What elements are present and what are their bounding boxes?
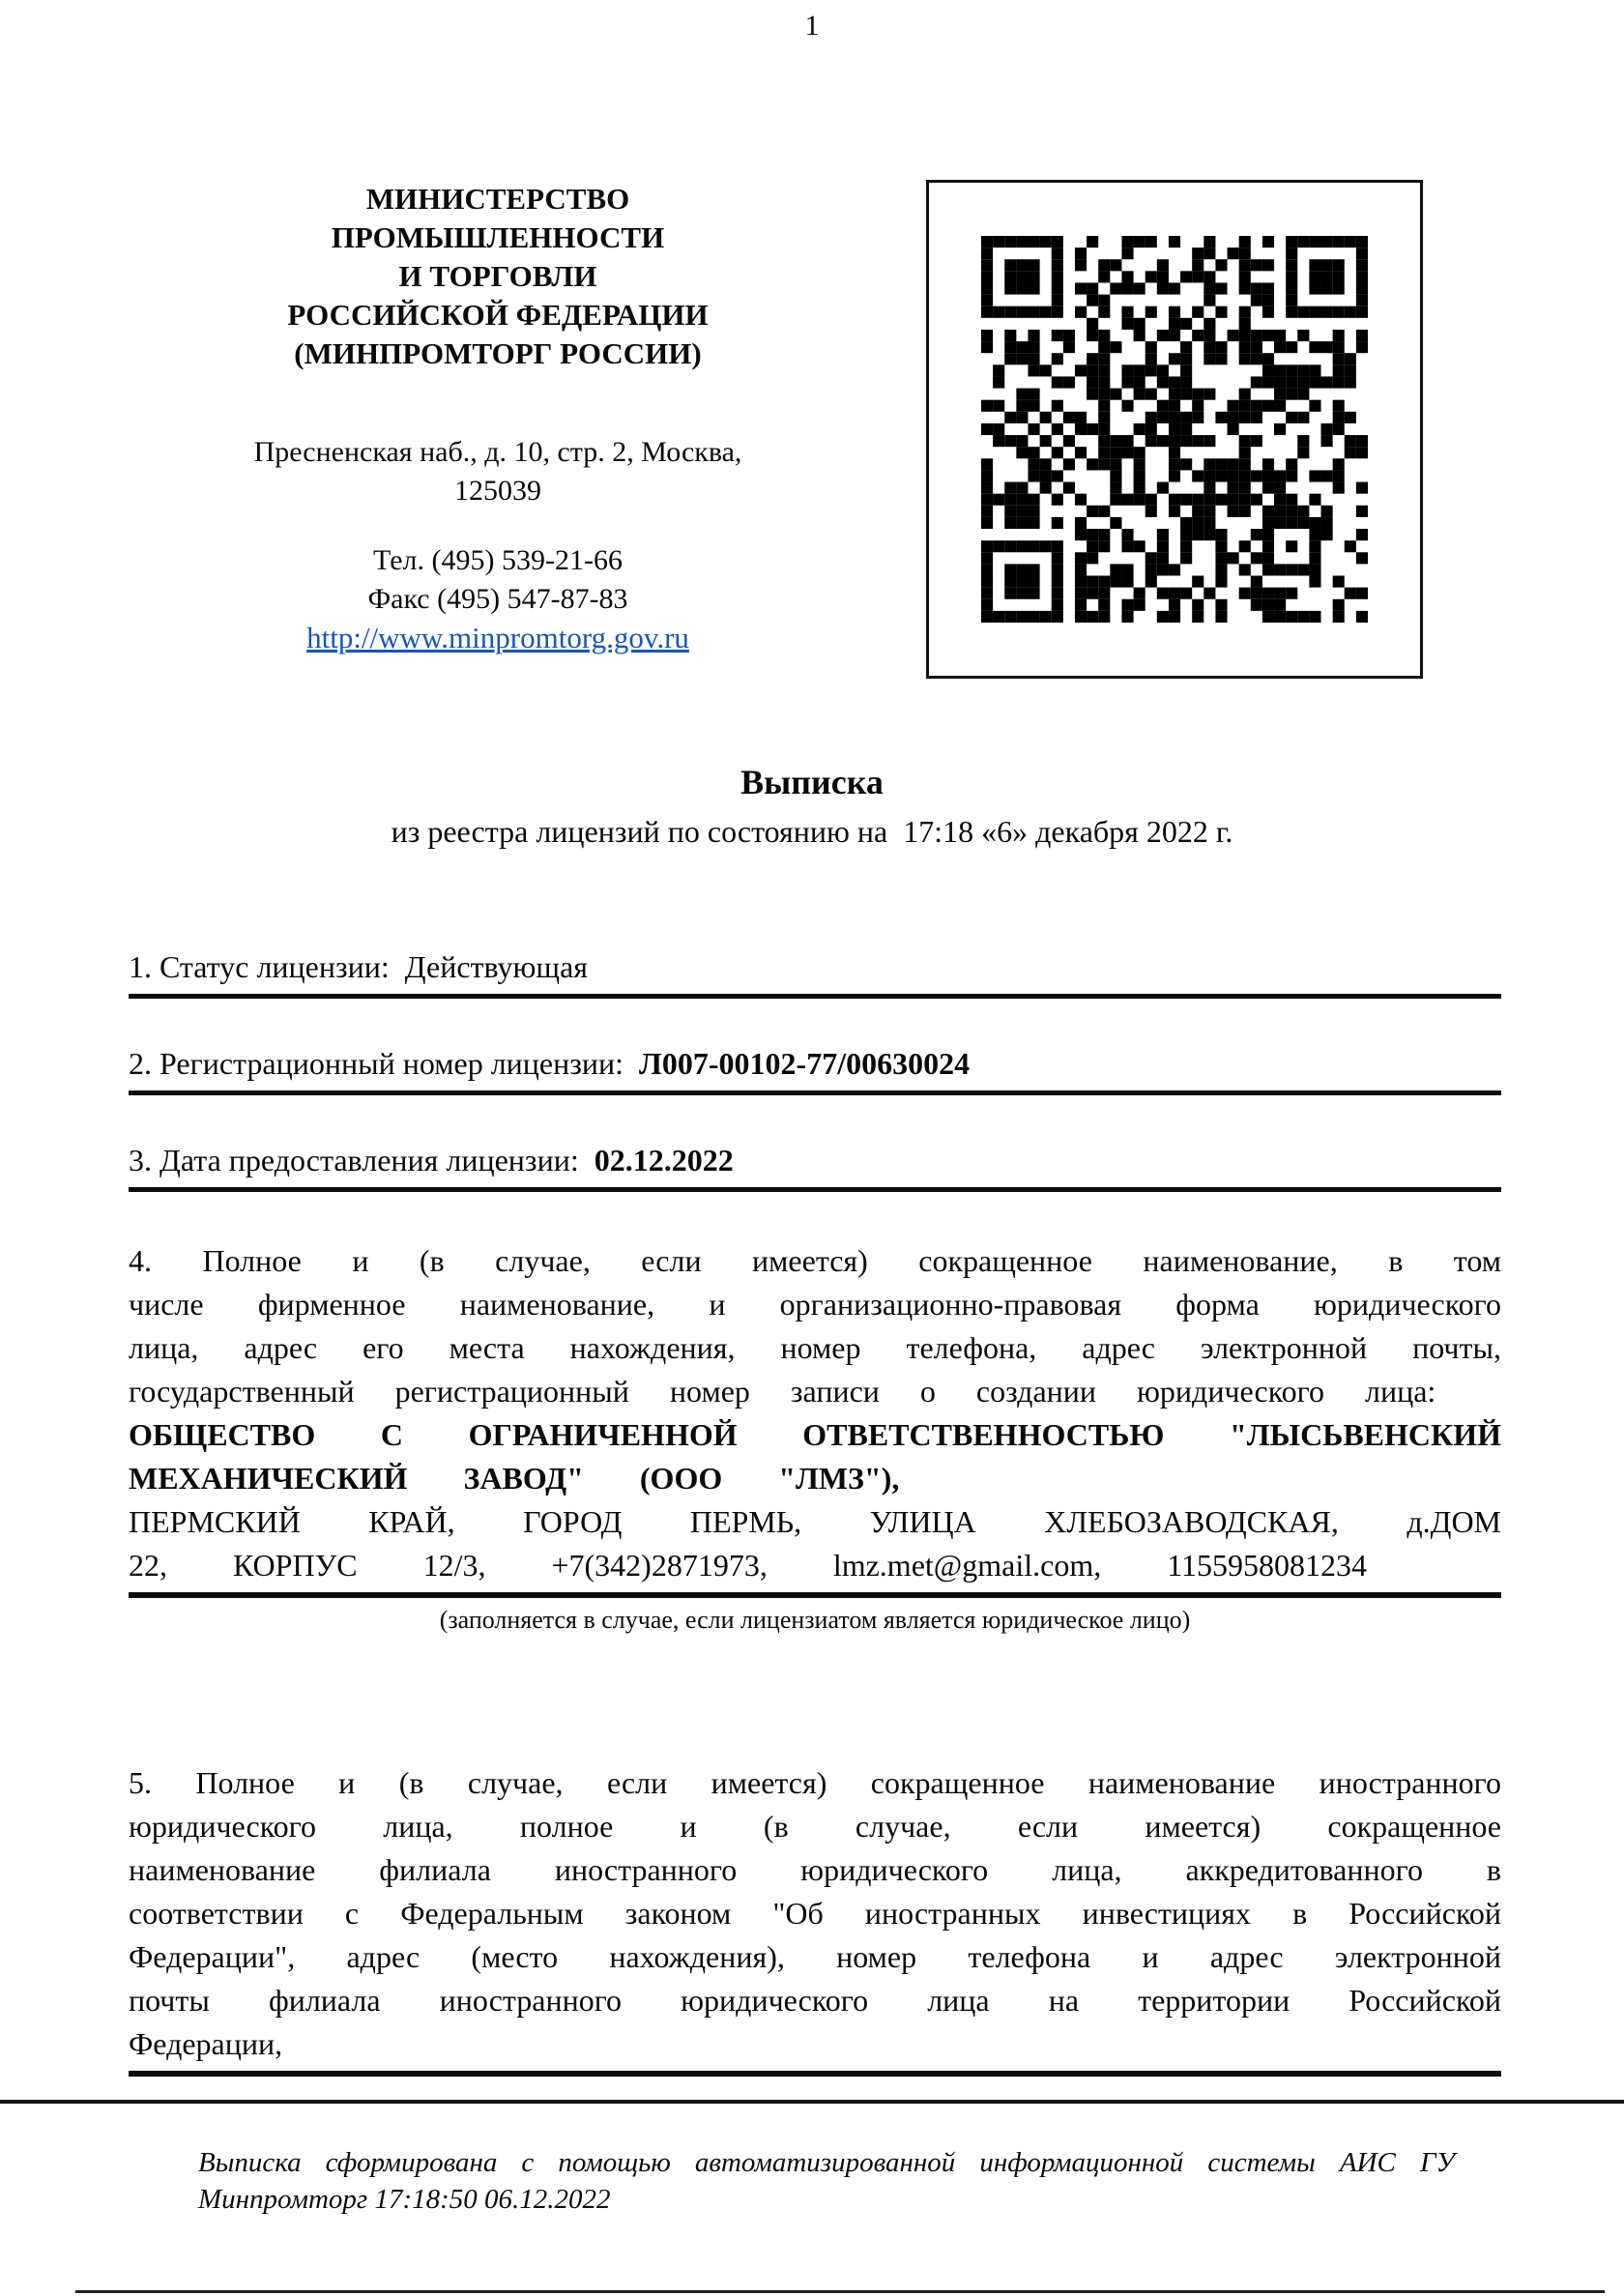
item4-caption: (заполняется в случае, если лицензиатом является юридическое лицо) [439, 1606, 1191, 1634]
field-registration-number [129, 1044, 1501, 1095]
field-underline [129, 1187, 1501, 1192]
phone-line: Тел. (495) 539-21-66 [373, 544, 623, 576]
document-title: Выписка [740, 763, 884, 801]
item4-intro-paragraph: 4. Полное и (в случае, если имеется) сокращенное наименование, в том числе фирменное наименование, и организационно-правовая форма юридического лица, адрес его места нахождения, номер телефона, адрес электронной почты, государственный регистрационный номер записи о создании юридического лица: [129, 1243, 1501, 1409]
next-page-partial-line [75, 2290, 1605, 2293]
ministry-name-line: РОССИЙСКОЙ ФЕДЕРАЦИИ [287, 298, 709, 332]
field-underline [129, 1592, 1501, 1598]
item4-organization-name: ОБЩЕСТВО С ОГРАНИЧЕННОЙ ОТВЕТСТВЕННОСТЬЮ "ЛЫСЬВЕНСКИЙ МЕХАНИЧЕСКИЙ ЗАВОД" (ООО "ЛМЗ"), [129, 1417, 1501, 1496]
field-value: 02.12.2022 [594, 1143, 734, 1177]
ministry-address [145, 433, 851, 510]
field-license-date [129, 1141, 1501, 1192]
field-legal-entity-info [129, 1239, 1501, 1635]
ministry-name-line: МИНИСТЕРСТВО [365, 182, 630, 216]
field-foreign-entity-info [129, 1761, 1501, 2077]
ministry-name-line: (МИНПРОМТОРГ РОССИИ) [294, 336, 702, 370]
page-separator-line [0, 2100, 1624, 2104]
field-underline [129, 2071, 1501, 2077]
page-number: 1 [804, 10, 820, 42]
field-value: Действующая [404, 949, 588, 984]
footer-generation-note: Выписка сформирована с помощью автоматизированной информационной системы АИС ГУ Минпромторг 17:18:50 06.12.2022 [198, 2147, 1455, 2215]
ministry-website-link[interactable]: http://www.minpromtorg.gov.ru [306, 621, 689, 654]
field-underline [129, 994, 1501, 999]
field-license-status [129, 947, 1501, 999]
item5-paragraph: 5. Полное и (в случае, если имеется) сокращенное наименование иностранного юридического лица, полное и (в случае, если имеется) сокращенное наименование филиала иностранного юридического лица, аккредитованного в соответствии с Федеральным законом "Об иностранных инвестициях в Российской Федерации", адрес (место нахождения), номер телефона и адрес электронной почты филиала иностранного юридического лица на территории Российской Федерации, [129, 1765, 1501, 2061]
field-label: 1. Статус лицензии: [129, 949, 390, 984]
field-underline [129, 1090, 1501, 1095]
address-line: Пресненская наб., д. 10, стр. 2, Москва, [253, 436, 742, 468]
document-subtitle: из реестра лицензий по состоянию на 17:18 «6» декабря 2022 г. [391, 814, 1233, 849]
field-value: Л007-00102-77/00630024 [639, 1046, 971, 1081]
ministry-header-block [145, 180, 851, 658]
item4-organization-details: ПЕРМСКИЙ КРАЙ, ГОРОД ПЕРМЬ, УЛИЦА ХЛЕБОЗАВОДСКАЯ, д.ДОМ 22, КОРПУС 12/3, +7(342)2871973, lmz.met@gmail.com, 1155958081234 [129, 1504, 1501, 1583]
fax-line: Факс (495) 547-87-83 [367, 583, 628, 615]
field-label: 3. Дата предоставления лицензии: [129, 1143, 579, 1177]
field-label: 2. Регистрационный номер лицензии: [129, 1046, 624, 1081]
ministry-name-line: И ТОРГОВЛИ [398, 259, 597, 293]
qr-code [981, 236, 1368, 623]
qr-code-frame [926, 180, 1423, 679]
address-line: 125039 [454, 475, 541, 507]
ministry-contacts [145, 541, 851, 658]
ministry-name-line: ПРОМЫШЛЕННОСТИ [331, 220, 665, 254]
